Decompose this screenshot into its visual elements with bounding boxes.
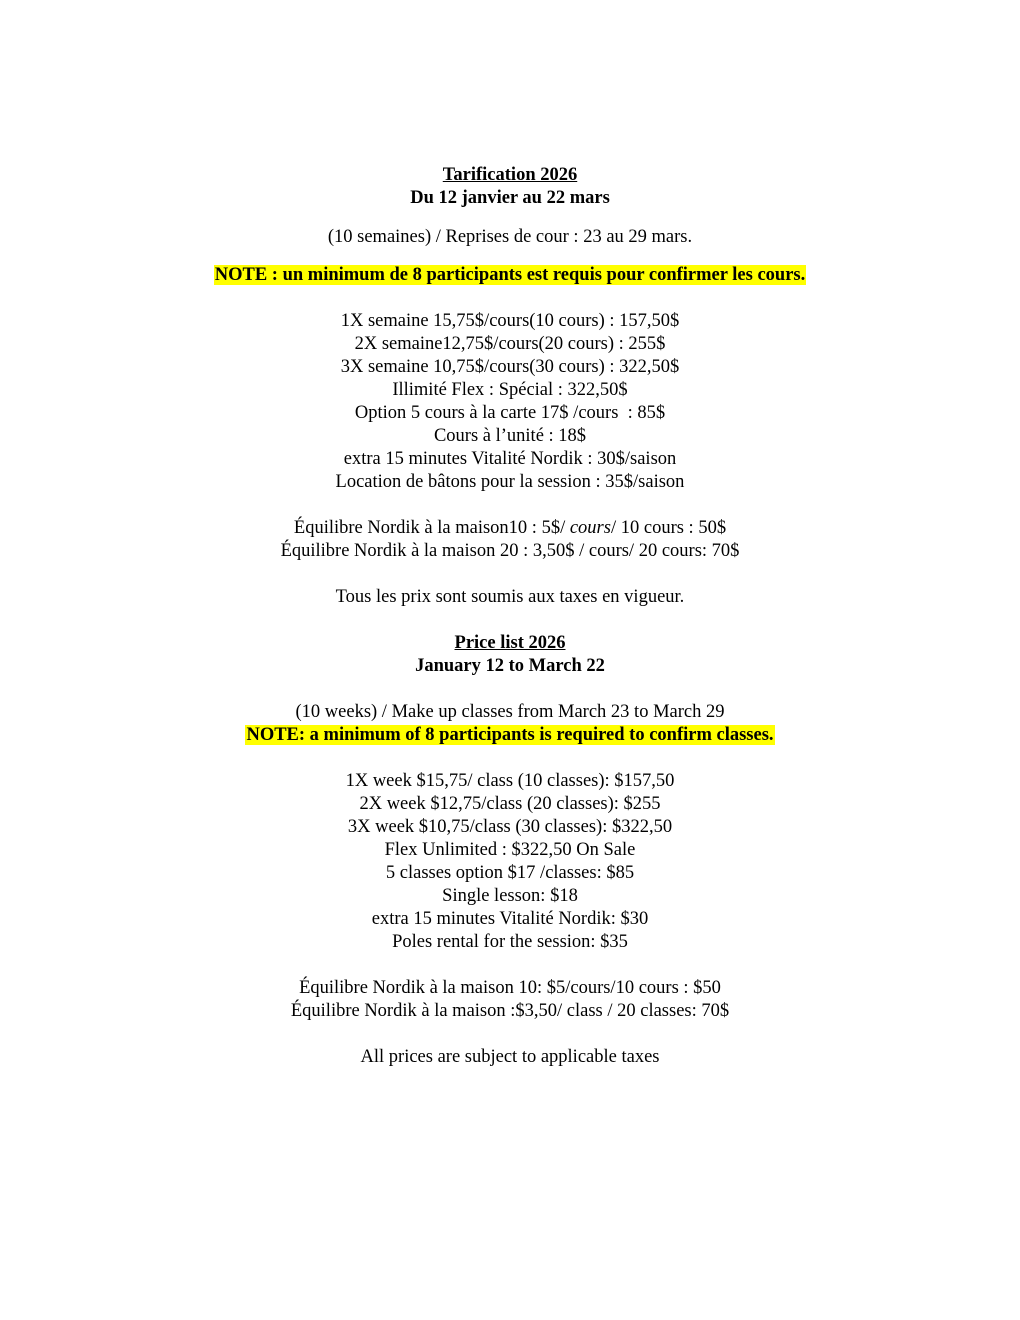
fr-equilibre-1 xyxy=(0,517,1020,540)
fr-title: Tarification 2026 xyxy=(442,165,578,185)
en-equilibre-2: Équilibre Nordik à la maison :$3,50/ class / 20 classes: 70$ xyxy=(290,1001,730,1021)
fr-equilibre-1-after: / 10 cours : 50$ xyxy=(610,518,727,538)
fr-price-1: 1X semaine 15,75$/cours(10 cours) : 157,50$ xyxy=(340,311,680,331)
en-note: NOTE: a minimum of 8 participants is required to confirm classes. xyxy=(246,725,774,745)
en-price-7: extra 15 minutes Vitalité Nordik: $30 xyxy=(371,909,649,929)
fr-price-2: 2X semaine12,75$/cours(20 cours) : 255$ xyxy=(354,334,666,354)
en-equilibre-1: Équilibre Nordik à la maison 10: $5/cours/10 cours : $50 xyxy=(299,978,721,998)
en-price-3: 3X week $10,75/class (30 classes): $322,50 xyxy=(347,817,673,837)
en-price-4: Flex Unlimited : $322,50 On Sale xyxy=(384,840,636,860)
fr-price-4: Illimité Flex : Spécial : 322,50$ xyxy=(392,380,628,400)
fr-price-8: Location de bâtons pour la session : 35$/saison xyxy=(335,472,685,492)
fr-price-6: Cours à l’unité : 18$ xyxy=(433,426,587,446)
en-weeks: (10 weeks) / Make up classes from March 23 to March 29 xyxy=(295,702,725,722)
fr-note: NOTE : un minimum de 8 participants est requis pour confirmer les cours. xyxy=(214,265,806,285)
fr-note-line xyxy=(0,264,1020,287)
fr-equilibre-2: Équilibre Nordik à la maison 20 : 3,50$ / cours/ 20 cours: 70$ xyxy=(280,541,740,561)
fr-equilibre-1-italic: cours xyxy=(569,518,611,538)
fr-weeks: (10 semaines) / Reprises de cour : 23 au 29 mars. xyxy=(327,227,693,247)
en-note-line xyxy=(0,724,1020,747)
fr-dates: Du 12 janvier au 22 mars xyxy=(410,188,610,208)
en-price-5: 5 classes option $17 /classes: $85 xyxy=(385,863,635,883)
en-dates: January 12 to March 22 xyxy=(415,656,605,676)
fr-price-7: extra 15 minutes Vitalité Nordik : 30$/saison xyxy=(343,449,677,469)
en-price-1: 1X week $15,75/ class (10 classes): $157,50 xyxy=(345,771,675,791)
en-price-6: Single lesson: $18 xyxy=(442,886,578,906)
fr-taxes: Tous les prix sont soumis aux taxes en vigueur. xyxy=(335,587,685,607)
en-title: Price list 2026 xyxy=(454,633,566,653)
fr-price-5: Option 5 cours à la carte 17$ /cours : 85$ xyxy=(354,403,666,423)
fr-price-3: 3X semaine 10,75$/cours(30 cours) : 322,50$ xyxy=(340,357,680,377)
en-price-2: 2X week $12,75/class (20 classes): $255 xyxy=(359,794,661,814)
en-taxes: All prices are subject to applicable taxes xyxy=(360,1047,660,1067)
fr-equilibre-1-before: Équilibre Nordik à la maison10 : 5$/ xyxy=(293,518,570,538)
en-price-8: Poles rental for the session: $35 xyxy=(392,932,628,952)
